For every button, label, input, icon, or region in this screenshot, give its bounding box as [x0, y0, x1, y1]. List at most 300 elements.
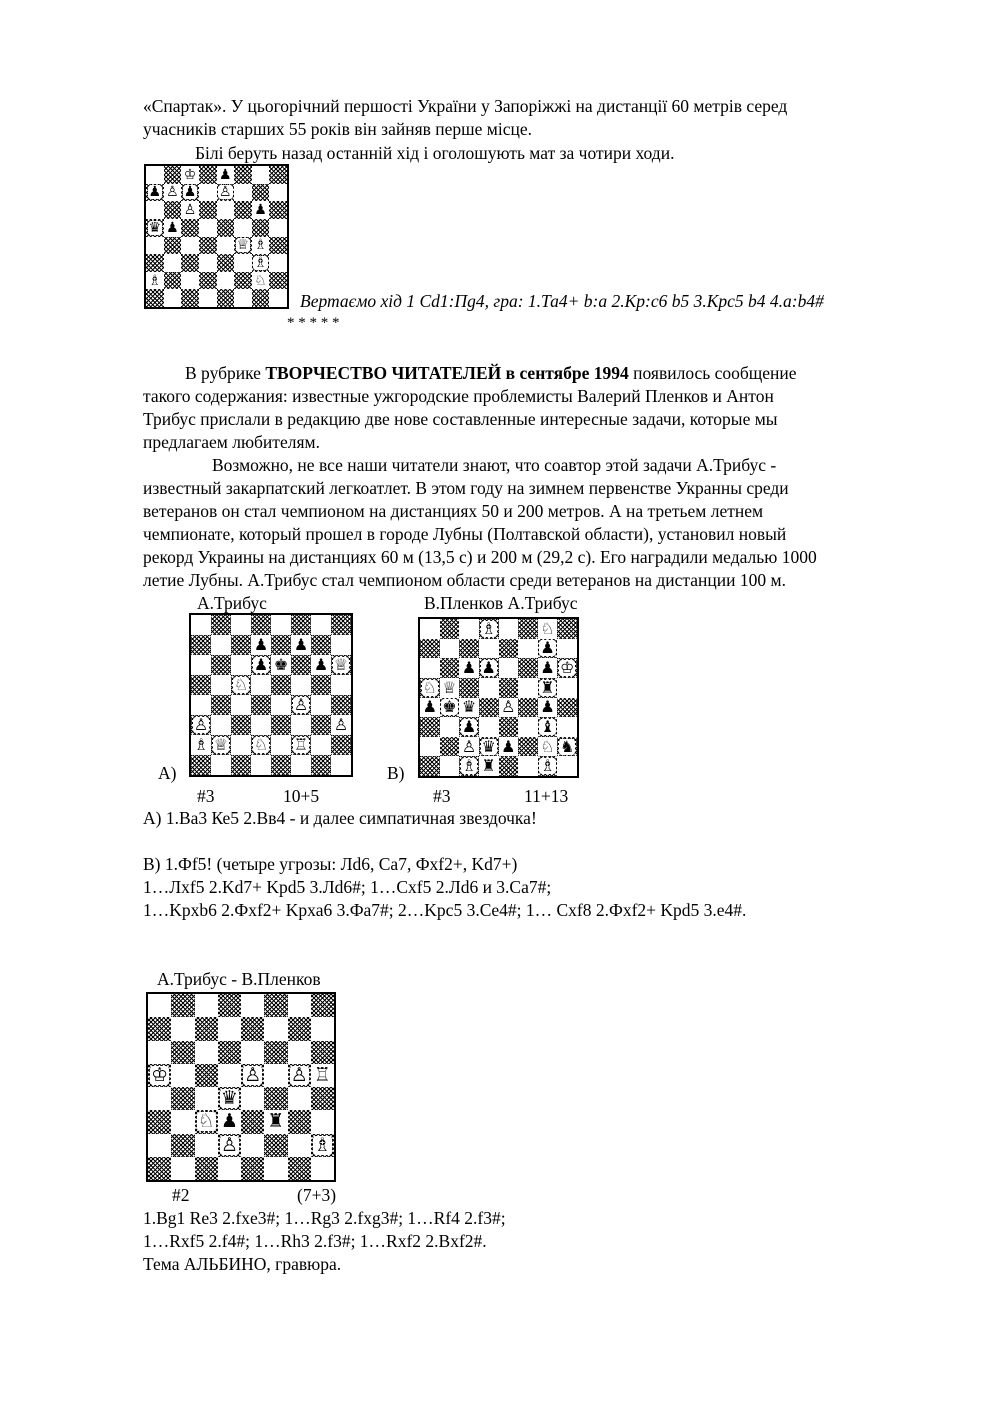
board-square — [199, 289, 217, 307]
white-knight-icon: ♘ — [233, 675, 249, 694]
white-knight-icon: ♘ — [540, 736, 555, 756]
board-square — [146, 219, 164, 237]
board-square — [251, 755, 271, 775]
board-square — [311, 1134, 334, 1157]
board-square — [171, 994, 194, 1017]
black-pawn-icon: ♟ — [501, 736, 516, 756]
board-square — [440, 639, 460, 659]
board-square — [252, 237, 270, 255]
white-pawn-icon: ♙ — [244, 1063, 262, 1086]
board-square — [211, 695, 231, 715]
board-square — [164, 237, 182, 255]
board-square — [264, 1017, 287, 1040]
board-square — [211, 675, 231, 695]
board-square — [251, 655, 271, 675]
board-square — [264, 1064, 287, 1087]
board-square — [518, 678, 538, 698]
board-square — [420, 717, 440, 737]
black-pawn-icon: ♟ — [254, 202, 267, 219]
black-pawn-icon: ♟ — [540, 638, 555, 658]
board-square — [211, 655, 231, 675]
white-knight-icon: ♘ — [422, 677, 437, 697]
board-square — [311, 1017, 334, 1040]
board-square — [181, 237, 199, 255]
board-square — [288, 1110, 311, 1133]
black-pawn-icon: ♟ — [293, 635, 309, 654]
problem-a-stipulation: #3 — [197, 786, 215, 806]
board-square — [199, 219, 217, 237]
board-square — [251, 675, 271, 695]
board-square — [148, 1064, 171, 1087]
board-square — [288, 994, 311, 1017]
board-square — [331, 715, 351, 735]
board-square — [146, 254, 164, 272]
problem-a-label: А) — [158, 763, 177, 783]
board-square — [311, 1041, 334, 1064]
white-bishop-icon: ♗ — [254, 254, 267, 271]
board-square — [557, 658, 577, 678]
problem-b-stipulation: #3 — [433, 786, 451, 806]
article-paragraph-1-line-3: Трибус прислали в редакцию две нове составленные интересные задачи, которые мы — [143, 409, 778, 429]
board-square — [164, 219, 182, 237]
board-square — [191, 675, 211, 695]
board-square — [252, 289, 270, 307]
black-pawn-icon: ♟ — [313, 655, 329, 674]
white-knight-icon: ♘ — [197, 1110, 215, 1133]
board-square — [499, 678, 519, 698]
board-square — [518, 658, 538, 678]
intro-line-2: учасників старших 55 років він зайняв перше місце. — [143, 119, 532, 139]
board-square — [171, 1157, 194, 1180]
board-square — [252, 219, 270, 237]
black-queen-icon: ♛ — [148, 219, 162, 236]
board-square — [217, 289, 235, 307]
board-square — [146, 184, 164, 202]
board-square — [518, 639, 538, 659]
board-square — [331, 755, 351, 775]
board-square — [420, 639, 440, 659]
black-pawn-icon: ♟ — [461, 658, 477, 678]
board-square — [195, 1110, 218, 1133]
board-square — [538, 717, 558, 737]
black-pawn-icon: ♟ — [253, 655, 269, 674]
intro-line-1: «Спартак». У цьогорічний першості України у Запоріжжі на дистанції 60 метрів серед — [143, 96, 788, 116]
board-square — [181, 289, 199, 307]
board-square — [479, 619, 499, 639]
board-square — [146, 166, 164, 184]
board-square — [234, 289, 252, 307]
board-square — [291, 635, 311, 655]
board-square — [148, 1134, 171, 1157]
board-square — [264, 994, 287, 1017]
board-square — [538, 678, 558, 698]
board-square — [311, 1110, 334, 1133]
board-square — [181, 201, 199, 219]
board-square — [191, 735, 211, 755]
white-bishop-icon: ♗ — [540, 756, 555, 776]
problem-b-piece-count: 11+13 — [524, 786, 569, 806]
board-square — [241, 1087, 264, 1110]
board-square — [291, 695, 311, 715]
board-square — [440, 678, 460, 698]
board-square — [252, 184, 270, 202]
white-bishop-icon: ♗ — [254, 237, 267, 254]
board-square — [217, 272, 235, 290]
board-square — [557, 678, 577, 698]
white-pawn-icon: ♙ — [193, 715, 209, 734]
board-square — [420, 737, 440, 757]
solution-1: Вертаємо хід 1 Cd1:Пg4, гра: 1.Та4+ b:а 2.Кр:с6 b5 3.Крс5 b4 4.а:b4# — [300, 291, 824, 311]
board-square — [218, 1017, 241, 1040]
board-square — [171, 1087, 194, 1110]
board-square — [538, 639, 558, 659]
board-square — [271, 615, 291, 635]
white-king-icon: ♔ — [560, 658, 575, 678]
board-square — [217, 254, 235, 272]
board-square — [291, 755, 311, 775]
board-square — [211, 735, 231, 755]
board-square — [291, 715, 311, 735]
board-square — [171, 1134, 194, 1157]
board-square — [331, 635, 351, 655]
board-square — [241, 1064, 264, 1087]
board-square — [538, 658, 558, 678]
board-square — [234, 254, 252, 272]
board-square — [181, 254, 199, 272]
chess-diagram-a — [189, 613, 353, 777]
white-pawn-icon: ♙ — [293, 695, 309, 714]
chess-diagram-b — [418, 617, 579, 778]
problem-c-stipulation: #2 — [172, 1185, 190, 1205]
board-square — [479, 658, 499, 678]
board-square — [440, 756, 460, 776]
board-square — [181, 184, 199, 202]
board-square — [164, 184, 182, 202]
board-square — [271, 655, 291, 675]
black-pawn-icon: ♟ — [422, 697, 437, 717]
white-knight-icon: ♘ — [254, 272, 267, 289]
board-square — [231, 755, 251, 775]
board-square — [148, 1017, 171, 1040]
black-pawn-icon: ♟ — [461, 717, 477, 736]
board-square — [218, 1041, 241, 1064]
board-square — [288, 1017, 311, 1040]
board-square — [241, 994, 264, 1017]
article-paragraph-2-line-2: известный закарпатский легкоатлет. В этом году на зимнем первенстве Укранны среди — [143, 478, 789, 498]
solution-c-line-3: Тема АЛЬБИНО, гравюра. — [143, 1254, 342, 1274]
board-square — [218, 994, 241, 1017]
board-square — [252, 272, 270, 290]
board-square — [231, 715, 251, 735]
board-square — [288, 1087, 311, 1110]
board-square — [499, 619, 519, 639]
rubric-title: ТВОРЧЕСТВО ЧИТАТЕЛЕЙ в сентябре 1994 — [265, 363, 629, 383]
board-square — [164, 201, 182, 219]
black-pawn-icon: ♟ — [540, 658, 555, 678]
board-square — [557, 717, 577, 737]
board-square — [557, 756, 577, 776]
board-square — [311, 1064, 334, 1087]
board-square — [518, 619, 538, 639]
problem-b-author: В.Пленков А.Трибус — [424, 593, 578, 613]
board-square — [331, 735, 351, 755]
board-square — [191, 615, 211, 635]
white-queen-icon: ♕ — [236, 237, 250, 254]
board-square — [518, 698, 538, 718]
board-square — [171, 1110, 194, 1133]
chess-diagram-c — [146, 992, 336, 1182]
board-square — [234, 166, 252, 184]
board-square — [241, 1110, 264, 1133]
black-pawn-icon: ♟ — [166, 219, 179, 236]
board-square — [459, 737, 479, 757]
board-square — [171, 1064, 194, 1087]
separator: * * * * * — [287, 315, 340, 331]
board-square — [264, 1110, 287, 1133]
board-square — [271, 635, 291, 655]
board-square — [420, 619, 440, 639]
board-square — [557, 619, 577, 639]
board-square — [191, 655, 211, 675]
board-square — [234, 272, 252, 290]
black-queen-icon: ♛ — [220, 1087, 238, 1110]
board-square — [171, 1041, 194, 1064]
board-square — [479, 678, 499, 698]
board-square — [538, 619, 558, 639]
board-square — [191, 695, 211, 715]
board-square — [420, 698, 440, 718]
board-square — [311, 755, 331, 775]
white-queen-icon: ♕ — [213, 735, 229, 754]
board-square — [231, 735, 251, 755]
white-queen-icon: ♕ — [442, 677, 457, 697]
board-square — [291, 655, 311, 675]
board-square — [195, 994, 218, 1017]
board-square — [148, 1157, 171, 1180]
board-square — [146, 201, 164, 219]
board-square — [231, 615, 251, 635]
problem-c-author: А.Трибус - В.Пленков — [157, 969, 321, 989]
black-pawn-icon: ♟ — [183, 184, 197, 201]
board-square — [218, 1064, 241, 1087]
board-square — [211, 635, 231, 655]
board-square — [311, 715, 331, 735]
board-square — [217, 184, 235, 202]
board-square — [148, 994, 171, 1017]
board-square — [311, 695, 331, 715]
board-square — [557, 639, 577, 659]
solution-a: А) 1.Ва3 Ке5 2.Вв4 - и далее симпатичная звездочка! — [143, 808, 537, 828]
board-square — [311, 735, 331, 755]
board-square — [440, 698, 460, 718]
white-pawn-icon: ♙ — [166, 184, 179, 201]
article-paragraph-2-line-5: рекорд Украины на дистанциях 60 м (13,5 с) и 200 м (29,2 с). Его наградили медалью 1000 — [143, 547, 817, 567]
board-square — [331, 695, 351, 715]
board-square — [499, 698, 519, 718]
board-square — [311, 1087, 334, 1110]
board-square — [459, 717, 479, 737]
board-square — [420, 678, 440, 698]
board-square — [459, 698, 479, 718]
board-square — [217, 201, 235, 219]
white-bishop-icon: ♗ — [481, 619, 496, 638]
board-square — [311, 635, 331, 655]
board-square — [459, 658, 479, 678]
board-square — [171, 1017, 194, 1040]
problem-a-piece-count: 10+5 — [283, 786, 320, 806]
white-pawn-icon: ♙ — [461, 736, 477, 756]
board-square — [288, 1041, 311, 1064]
problem-a-author: А.Трибус — [197, 593, 267, 613]
board-square — [420, 658, 440, 678]
board-square — [195, 1017, 218, 1040]
board-square — [252, 254, 270, 272]
solution-b-line-1: В) 1.Фf5! (четыре угрозы: Лd6, Са7, Фхf2+, Kd7+) — [143, 854, 518, 874]
white-pawn-icon: ♙ — [219, 184, 232, 201]
board-square — [181, 166, 199, 184]
board-square — [271, 735, 291, 755]
board-square — [269, 237, 287, 255]
board-square — [164, 289, 182, 307]
board-square — [420, 756, 440, 776]
problem-b-label: В) — [387, 763, 405, 783]
board-square — [218, 1110, 241, 1133]
board-square — [231, 695, 251, 715]
board-square — [211, 615, 231, 635]
board-square — [195, 1041, 218, 1064]
white-pawn-icon: ♙ — [220, 1133, 238, 1156]
black-pawn-icon: ♟ — [540, 697, 555, 717]
board-square — [459, 756, 479, 776]
black-rook-icon: ♜ — [540, 677, 555, 697]
black-pawn-icon: ♟ — [481, 658, 496, 678]
board-square — [440, 737, 460, 757]
board-square — [459, 678, 479, 698]
board-square — [331, 675, 351, 695]
board-square — [459, 619, 479, 639]
board-square — [146, 272, 164, 290]
board-square — [211, 755, 231, 775]
black-queen-icon: ♛ — [461, 697, 477, 717]
white-queen-icon: ♕ — [333, 655, 349, 674]
board-square — [199, 184, 217, 202]
board-square — [479, 737, 499, 757]
white-pawn-icon: ♙ — [290, 1063, 308, 1086]
black-pawn-icon: ♟ — [219, 166, 232, 183]
board-square — [269, 166, 287, 184]
black-queen-icon: ♛ — [481, 736, 496, 756]
board-square — [459, 639, 479, 659]
article-paragraph-2-line-4: чемпионате, который прошел в городе Лубны (Полтавской области), установил новый — [143, 524, 787, 544]
solution-c-line-2: 1…Rxf5 2.f4#; 1…Rh3 2.f3#; 1…Rxf2 2.Bxf2#. — [143, 1231, 487, 1251]
white-pawn-icon: ♙ — [183, 202, 197, 219]
board-square — [271, 695, 291, 715]
board-square — [479, 698, 499, 718]
white-king-icon: ♔ — [151, 1063, 169, 1086]
board-square — [288, 1157, 311, 1180]
black-pawn-icon: ♟ — [148, 184, 162, 201]
board-square — [538, 698, 558, 718]
board-square — [234, 219, 252, 237]
black-king-icon: ♚ — [273, 655, 289, 674]
board-square — [557, 698, 577, 718]
board-square — [195, 1134, 218, 1157]
white-knight-icon: ♘ — [540, 619, 555, 638]
board-square — [264, 1087, 287, 1110]
white-bishop-icon: ♗ — [313, 1133, 331, 1156]
board-square — [311, 675, 331, 695]
board-square — [218, 1134, 241, 1157]
board-square — [311, 655, 331, 675]
white-bishop-icon: ♗ — [193, 735, 209, 754]
board-square — [269, 201, 287, 219]
article-paragraph-1-line-4: предлагаем любителям. — [143, 432, 320, 452]
solution-c-line-1: 1.Bg1 Re3 2.fxe3#; 1…Rg3 2.fxg3#; 1…Rf4 2.f3#; — [143, 1208, 506, 1228]
white-rook-icon: ♖ — [313, 1063, 331, 1086]
board-square — [311, 1157, 334, 1180]
board-square — [440, 619, 460, 639]
board-square — [269, 272, 287, 290]
board-square — [291, 675, 311, 695]
white-rook-icon: ♖ — [293, 735, 309, 754]
board-square — [311, 615, 331, 635]
board-square — [264, 1157, 287, 1180]
board-square — [271, 755, 291, 775]
board-square — [269, 289, 287, 307]
board-square — [440, 658, 460, 678]
board-square — [217, 219, 235, 237]
article-paragraph-2-line-3: ветеранов он стал чемпионом на дистанциях 50 и 200 метров. А на третьем летнем — [143, 501, 764, 521]
board-square — [518, 756, 538, 776]
board-square — [252, 166, 270, 184]
board-square — [195, 1064, 218, 1087]
board-square — [252, 201, 270, 219]
board-square — [311, 994, 334, 1017]
board-square — [191, 635, 211, 655]
board-square — [217, 237, 235, 255]
board-square — [241, 1041, 264, 1064]
board-square — [251, 635, 271, 655]
board-square — [211, 715, 231, 735]
board-square — [557, 737, 577, 757]
black-knight-icon: ♞ — [560, 736, 575, 756]
board-square — [234, 237, 252, 255]
solution-b-line-3: 1…Kpxb6 2.Фхf2+ Kpха6 3.Фа7#; 2…Kpc5 3.Ce4#; 1… Cxf8 2.Фхf2+ Kpd5 3.e4#. — [143, 900, 747, 920]
black-pawn-icon: ♟ — [253, 635, 269, 654]
article-paragraph-1-line-1: В рубрике ТВОРЧЕСТВО ЧИТАТЕЛЕЙ в сентябре 1994 появилось сообщение — [185, 363, 797, 383]
board-square — [251, 615, 271, 635]
board-square — [146, 289, 164, 307]
board-square — [195, 1157, 218, 1180]
board-square — [241, 1017, 264, 1040]
board-square — [499, 658, 519, 678]
board-square — [538, 737, 558, 757]
board-square — [146, 237, 164, 255]
board-square — [164, 272, 182, 290]
board-square — [148, 1110, 171, 1133]
board-square — [288, 1134, 311, 1157]
board-square — [181, 272, 199, 290]
white-bishop-icon: ♗ — [148, 272, 162, 289]
board-square — [199, 166, 217, 184]
board-square — [234, 184, 252, 202]
board-square — [195, 1087, 218, 1110]
intro-line-3: Білі беруть назад останній хід і оголошують мат за чотири ходи. — [195, 143, 675, 163]
white-knight-icon: ♘ — [253, 735, 269, 754]
board-square — [499, 737, 519, 757]
board-square — [199, 272, 217, 290]
white-king-icon: ♔ — [183, 166, 197, 183]
